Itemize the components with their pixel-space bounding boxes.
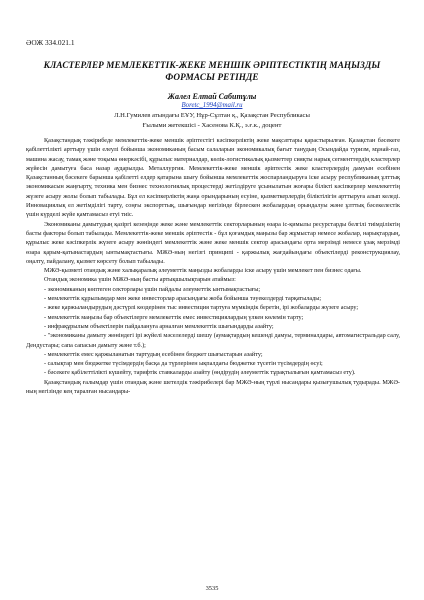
list-item: - салықтар мен бюджетке түсімдердің басқа да түрлерінен ықпалдағы бюджетке түсетін түсімдердің өсуі;: [44, 360, 323, 368]
udc-code: ӘОЖ 334.021.1: [26, 38, 75, 47]
list-item: - мемлекеттік құрылымдар мен жеке инвесторлар арасындағы жоба бойынша тәуекелдерді тарқатылады;: [44, 295, 322, 303]
paragraph: Отандық экономика үшін МЖӘ-ның басты артықшылықтарын атаймыз:: [44, 276, 236, 284]
paragraph: Қазақстандық тәжірибеде мемлекеттік-жеке меншік әріптестігі кәсіпкерліктің жеке мақсаттары қарастырылған. Қазақстан бәсекеге қабілеттілікті арттыру үшін елеулі бойынша экономиканың басым салаларын экономикалық бағыт танудың Осындайда туризм, мұнай-газ, машина жасау, тамақ және тоқыма өнеркәсібі, құрылыс материалдар, көлік-логистикалық қызметтер сияқты нарық сегменттердің кластерлер жүйесін дамытуға баса назар аударылды. Металлургия. Мемлекеттік-жеке меншік әріптестік жеке кластерлердің дамуын есебінен Қазақстанның бәсекеге барынша қабілетті елдер қатарына шығу бойынша мемлекеттік жоспарландыруға іске асыру республиканың ұлттық экономикасын жаңғырту, техника мен бизнес технологиялық процестерді жетілдіруге ұсынылатын жоғары білікті кәсіпкерлер мемлекеттің жүзеге асыру жолы болып табылады. Бұл ел кәсіпкерліктің жаңа орындарының есуіне, қызметкерлердің біліктілігін арттыруға алып келеді. Инновациялық ел жетімділігі тарту, соңғы экспорттық, шығындар негізінде бірлескен жобалардың орындалуы және ұлттық бәсекелестік үшін күрделі жүйе қамтамасыз етуі тиіс.: [26, 137, 400, 219]
list-item: - инфрақұрылым объектілерін пайдалануға арналған мемлекеттік шығындарды азайту;: [44, 322, 274, 330]
author-email-link[interactable]: Boretc_1994@mail.ru: [181, 102, 243, 109]
affiliation-university: Л.Н.Гумилев атындағы ЕҰУ, Нұр-Сұлтан қ., Қазақстан Республикасы: [114, 112, 310, 119]
paragraph: МЖӘ-қызметі отандық және халықаралық әлеуметтік маңызды жобаларды іске асыру үшін мемлекет пен бизнес одағы.: [44, 267, 362, 275]
paragraph: Қазақстандық ғалымдар үшін отандық және шетелдік тәжірибелері бар МЖӘ-ның түрлі нысандары қызығушылық тудырады. МЖӘ-ның негізінде кең таралған нысандары-: [26, 378, 400, 396]
list-item: - жеке қаржыландырудың дәстүрлі көздерінен тыс инвестиция тартуға мүмкіндік беретін, ірі жобаларды жүзеге асыру;: [44, 304, 359, 312]
author-name: Жалел Елтай Сабитұлы: [167, 92, 257, 101]
list-item: - мемлекеттік емес қаржыланатын тартудың есебінен бюджет шығыстарын азайту;: [44, 350, 263, 358]
paragraph: Экономиканы дамытудың қазіргі кезеңінде жеке және мемлекеттік секторларының өзара іс-қимылы ресурстарды белгілі тиімділіктің басты факторы болып табылады. Мемлекеттік-жеке меншік әріптестік - бұл қоғамдық маңызы бар жұмыстар немесе жобалар, нарықтардың, құрылыс жеке кәсіпкерлік жүзеге асыру жөніндегі мемлекеттік және жеке меншік сектор арасындағы орта мерзімді немесе ұзақ мерзімді өзара қарым-қатынастардың ынтымақтастығы. МЖӘ-ның негізгі принципі - қаржылық жағдайындағы объектілерді реконструкциялау, оңалту, пайдалану, қызмет көрсету болып табылады.: [26, 220, 400, 265]
list-item: - экономиканың көптеген секторлары үшін пайдалы әлеуметтік ынтымақтастығы;: [44, 285, 261, 293]
paper-body: [26, 136, 400, 396]
page-number: 3535: [205, 585, 219, 592]
list-item: - мемлекеттік маңызы бар объектілерге мемлекеттік емес инвестициялардың үлкен көлемін тарту;: [44, 313, 304, 321]
list-item: - бәсекеге қабілеттілікті күшейту, тарифтік ставкаларды азайту (өндірудің әлеуметтік тұрақтылығын қамтамасыз ету).: [44, 369, 356, 377]
paper-title: КЛАСТЕРЛЕР МЕМЛЕКЕТТІК-ЖЕКЕ МЕНШІК ӘРІПТЕСТІКТІҢ МАҢЫЗДЫ ФОРМАСЫ РЕТІНДЕ: [43, 60, 381, 82]
affiliation-supervisor: Ғылыми жетекшісі - Хасенова К.Қ., э.ғ.к., доцент: [142, 122, 282, 129]
list-item: - "экономиканы дамыту жөніндегі ірі жүйелі мәселелерді шешу (аумақтардың кешенді дамуы, терминалдары, автомагистральдар салу, Дендустары; сапа сапасын дамыту және т.б.);: [26, 332, 400, 349]
